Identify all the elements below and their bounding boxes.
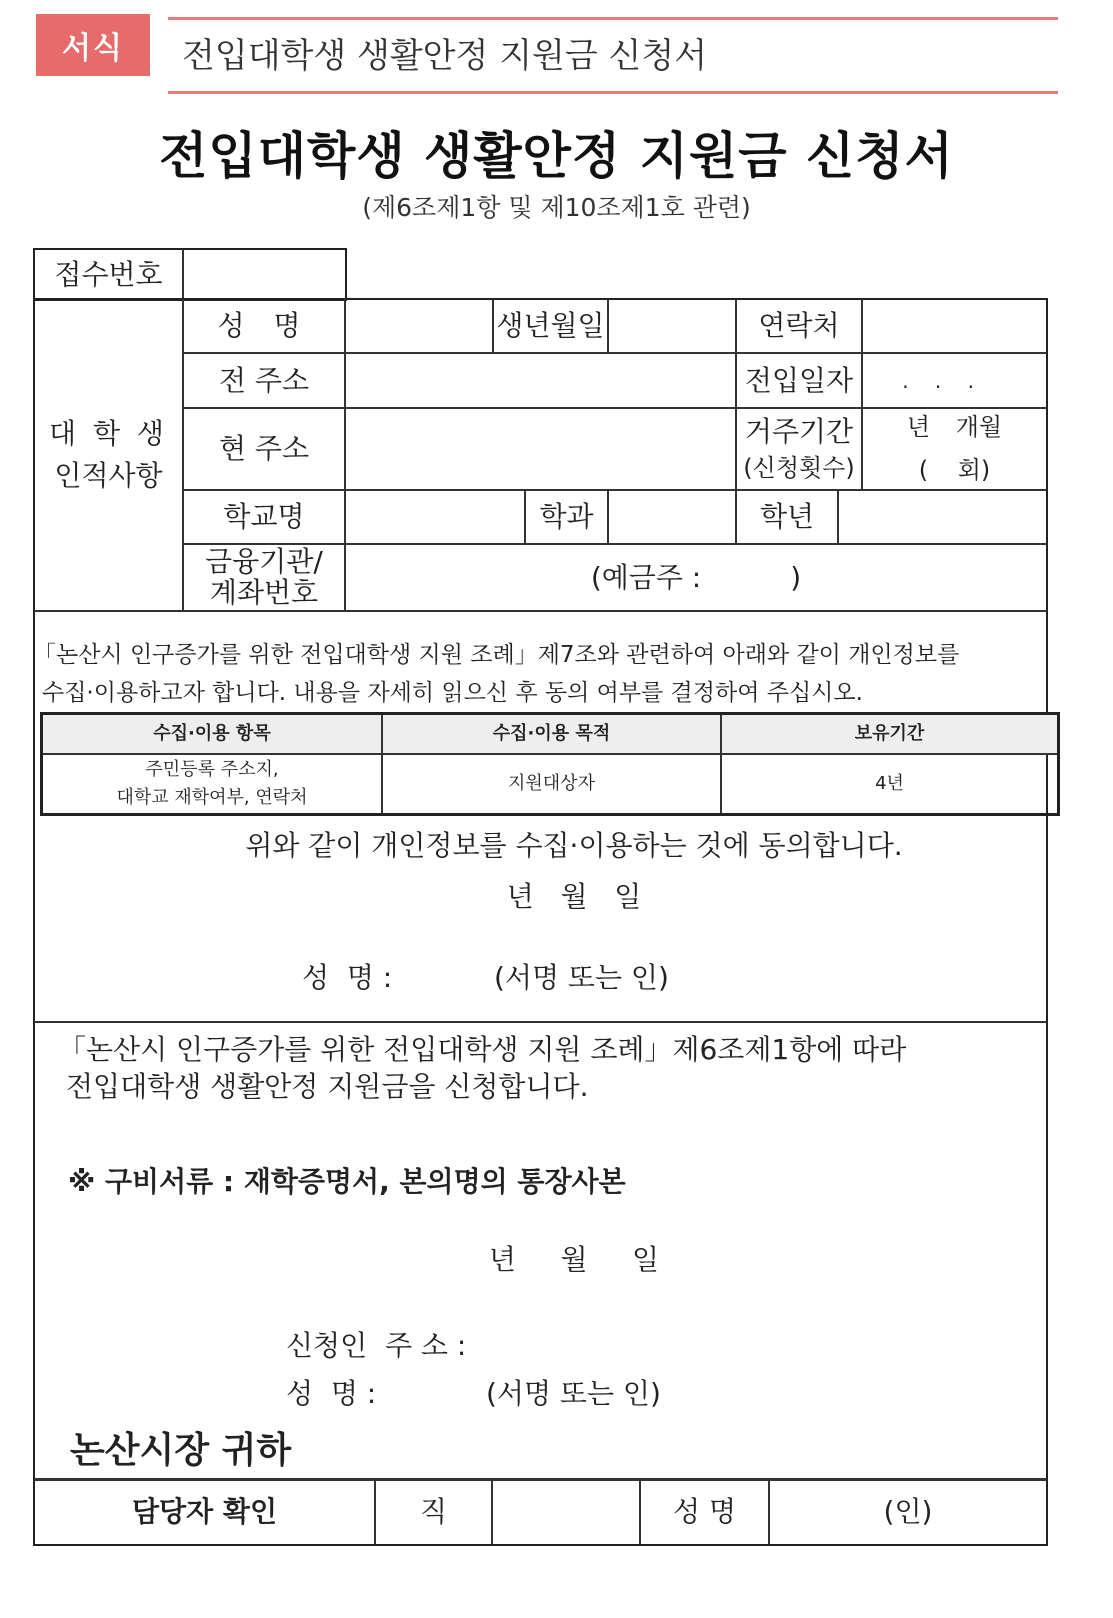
applicant-address-label: 신청인 주 소 : <box>286 1329 467 1362</box>
privacy-date[interactable]: 년 월 일 <box>506 880 642 914</box>
receipt-no-field[interactable] <box>184 249 344 300</box>
school-field[interactable] <box>346 491 524 543</box>
officer-position-label: 직 <box>419 1495 448 1529</box>
receipt-no-label: 접수번호 <box>54 257 163 291</box>
privacy-table-header <box>43 715 1057 755</box>
officer-name-label: 성 명 <box>673 1495 736 1529</box>
privacy-table <box>40 712 1060 816</box>
applicant-address-field[interactable] <box>460 1318 1020 1358</box>
move-date-label: 전입일자 <box>744 363 854 397</box>
grade-label: 학년 <box>759 500 815 534</box>
privacy-header-purpose: 수집·이용 목적 <box>492 723 611 745</box>
bank-account-label: 금융기관/ 계좌번호 <box>205 544 323 609</box>
page-title: 전입대학생 생활안정 지원금 신청서 <box>159 127 954 185</box>
privacy-header-period: 보유기간 <box>854 723 925 745</box>
addressee: 논산시장 귀하 <box>70 1430 292 1471</box>
privacy-notice-line1: 「논산시 인구증가를 위한 전입대학생 지원 조례」제7조와 관련하여 아래와 같이 개인정보를 <box>33 642 960 668</box>
page-subtitle: (제6조제1항 및 제10조제1호 관련) <box>362 193 751 222</box>
dept-label: 학과 <box>539 500 594 534</box>
prev-address-label: 전 주소 <box>218 363 310 397</box>
school-label: 학교명 <box>223 500 305 534</box>
application-line1: 「논산시 인구증가를 위한 전입대학생 지원 조례」제6조제1항에 따라 <box>58 1033 907 1066</box>
privacy-header-items: 수집·이용 항목 <box>153 723 271 745</box>
application-line2: 전입대학생 생활안정 지원금을 신청합니다. <box>66 1070 589 1103</box>
contact-label: 연락처 <box>758 309 840 343</box>
officer-seal-field[interactable]: (인) <box>883 1495 933 1529</box>
privacy-notice-line2: 수집·이용하고자 합니다. 내용을 자세히 읽으신 후 동의 여부를 결정하여 주십시오. <box>42 680 863 706</box>
grade-field[interactable] <box>839 491 1046 543</box>
cur-address-field[interactable] <box>346 409 735 489</box>
birth-label: 생년월일 <box>496 309 605 343</box>
residence-period-label: 거주기간 (신청횟수) <box>743 414 855 483</box>
privacy-row-items: 주민등록 주소지, 대학교 재학여부, 연락처 <box>116 759 308 808</box>
form-tag: 서식 <box>36 14 150 76</box>
officer-position-field[interactable] <box>493 1481 639 1543</box>
bank-account-field[interactable]: (예금주 : ) <box>590 560 802 594</box>
move-date-field[interactable]: . . . <box>902 368 984 393</box>
applicant-sign-field[interactable]: (서명 또는 인) <box>486 1377 661 1410</box>
dept-field[interactable] <box>609 491 735 543</box>
header-title: 전입대학생 생활안정 지원금 신청서 <box>182 36 708 76</box>
residence-period-field[interactable]: 년 개월 ( 회) <box>906 413 1003 484</box>
header-bottom-line <box>168 91 1058 94</box>
privacy-sign-field[interactable]: (서명 또는 인) <box>494 961 669 994</box>
prev-address-field[interactable] <box>346 354 735 407</box>
privacy-agree-text: 위와 같이 개인정보를 수집·이용하는 것에 동의합니다. <box>245 829 903 863</box>
privacy-row-period: 4년 <box>875 773 904 795</box>
header-top-line <box>168 17 1058 20</box>
applicant-sign-label: 성 명 : <box>286 1377 377 1410</box>
privacy-sign-label: 성 명 : <box>302 961 393 994</box>
privacy-row-purpose: 지원대상자 <box>508 773 595 795</box>
required-documents: ※ 구비서류 : 재학증명서, 본의명의 통장사본 <box>68 1165 626 1198</box>
name-label: 성 명 <box>217 309 311 343</box>
application-date[interactable]: 년 월 일 <box>488 1243 660 1277</box>
student-info-section-label: 대 학 생 인적사항 <box>49 417 168 492</box>
officer-confirm-label: 담당자 확인 <box>132 1495 277 1529</box>
contact-field[interactable] <box>863 300 1046 352</box>
birth-field[interactable] <box>609 300 735 352</box>
cur-address-label: 현 주소 <box>218 432 310 466</box>
name-field[interactable] <box>346 300 492 352</box>
